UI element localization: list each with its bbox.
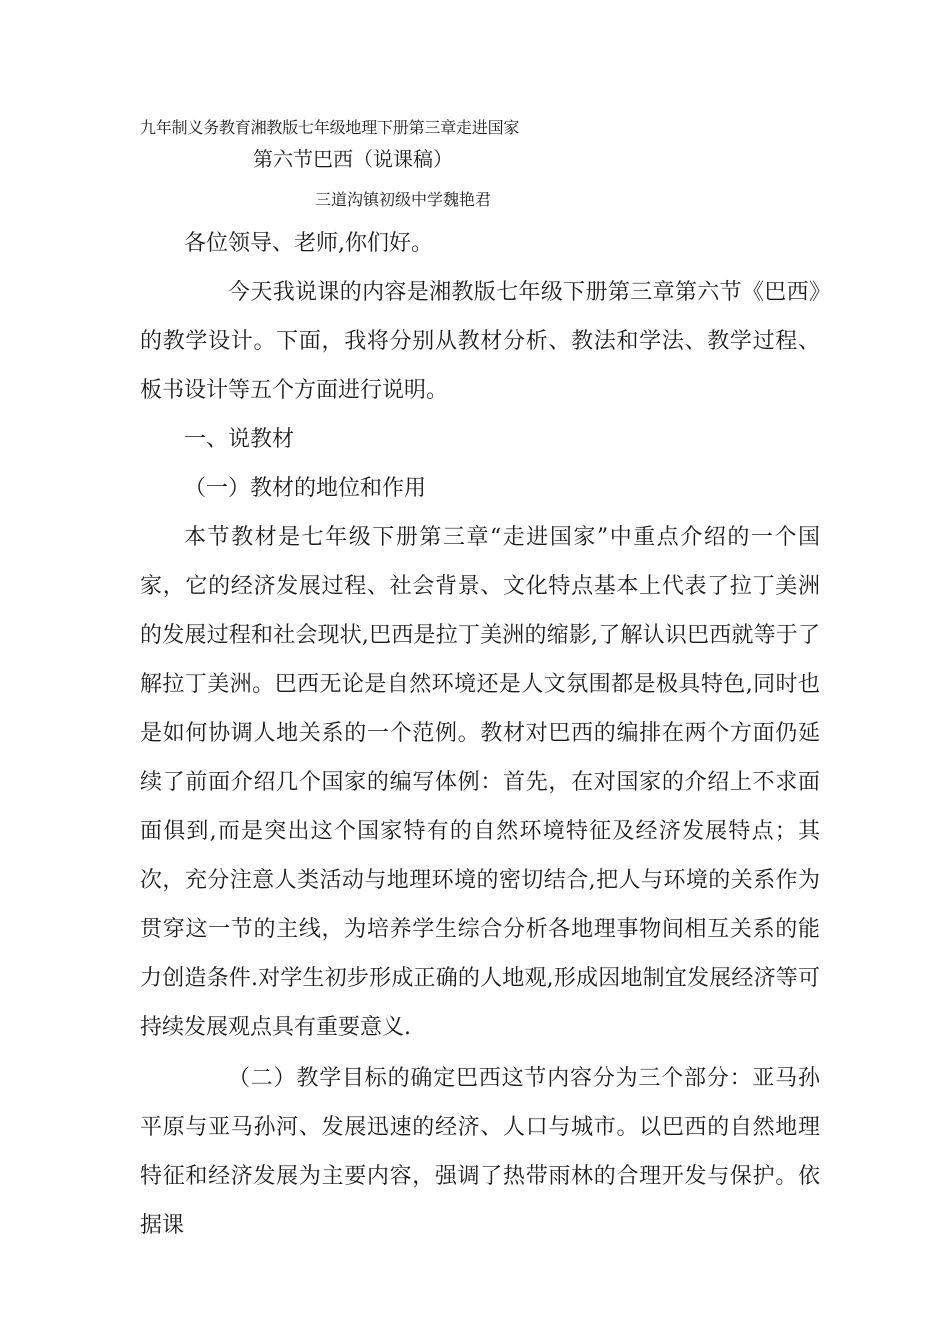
document-title: 第六节巴西（说课稿） bbox=[253, 147, 453, 171]
document-header: 九年制义务教育湘教版七年级地理下册第三章走进国家 bbox=[140, 118, 520, 137]
section-heading: 一、说教材 bbox=[184, 427, 295, 452]
greeting-paragraph: 各位领导、老师,你们好。 bbox=[184, 231, 433, 256]
body-paragraph: 本节教材是七年级下册第三章“走进国家”中重点介绍的一个国家，它的经济发展过程、社会背景、文化特点基本上代表了拉丁美洲的发展过程和社会现状,巴西是拉丁美洲的缩影,了解认识巴西就等于了解拉丁美洲。巴西无论是自然环境还是人文氛围都是极具特色,同时也是如何协调人地关系的一个范例。教材对巴西的编排在两个方面仍延续了前面介绍几个国家的编写体例：首先，在对国家的介绍上不求面面俱到,而是突出这个国家特有的自然环境特征及经济发展特点；其次，充分注意人类活动与地理环境的密切结合,把人与环境的关系作为贯穿这一节的主线，为培养学生综合分析各地理事物间相互关系的能力创造条件.对学生初步形成正确的人地观,形成因地制宜发展经济等可持续发展观点具有重要意义. bbox=[140, 525, 820, 1040]
body-paragraph: （二）教学目标的确定巴西这节内容分为三个部分：亚马孙平原与亚马孙河、发展迅速的经济、人口与城市。以巴西的自然地理特征和经济发展为主要内容，强调了热带雨林的合理开发与保护。依据课 bbox=[140, 1066, 820, 1238]
document-author: 三道沟镇初级中学魏艳君 bbox=[315, 190, 492, 209]
intro-paragraph: 今天我说课的内容是湘教版七年级下册第三章第六节《巴西》的教学设计。下面，我将分别从教材分析、教法和学法、教学过程、板书设计等五个方面进行说明。 bbox=[140, 280, 820, 403]
subsection-heading: （一）教材的地位和作用 bbox=[184, 476, 427, 501]
